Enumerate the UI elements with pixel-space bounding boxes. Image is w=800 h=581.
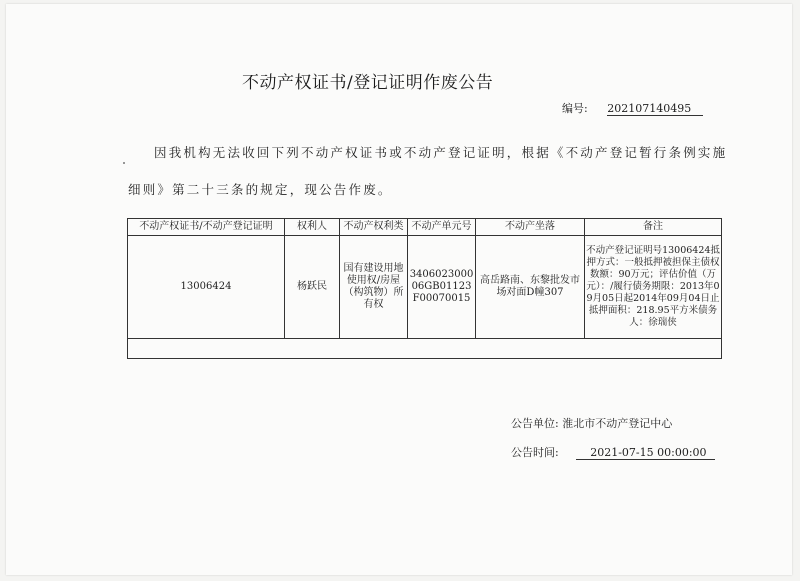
blank-cell <box>128 339 722 359</box>
cell-cert-no: 13006424 <box>128 236 285 339</box>
unit-value: 淮北市不动产登记中心 <box>562 417 673 430</box>
time-value: 2021-07-15 00:00:00 <box>576 446 714 460</box>
cell-note: 不动产登记证明号13006424抵押方式：一般抵押被担保主债权数额：90万元；评估价值（万元）：/履行债务期限：2013年09月05日起2014年09月04日止抵押面积：218.95平方米债务人：徐瑞侠 <box>585 236 722 339</box>
time-label: 公告时间: <box>511 446 559 459</box>
table-blank-row <box>128 339 722 359</box>
announcement-paragraph: 因我机构无法收回下列不动产权证书或不动产登记证明，根据《不动产登记暂行条例实施细则》第二十三条的规定，现公告作废。 <box>128 145 728 197</box>
number-value: 202107140495 <box>607 102 703 116</box>
cell-owner: 杨跃民 <box>285 236 340 339</box>
header-location: 不动产坐落 <box>476 219 585 236</box>
scan-speck <box>123 162 125 164</box>
cell-unit-no: 340602300006GB01123F00070015 <box>408 236 476 339</box>
cell-location: 高岳路南、东黎批发市场对面D幢307 <box>476 236 585 339</box>
footer-time <box>511 444 715 460</box>
footer-unit <box>511 415 672 431</box>
certificate-table <box>127 218 722 359</box>
header-owner: 权利人 <box>285 219 340 236</box>
document-number <box>562 100 703 116</box>
number-label: 编号: <box>562 102 588 115</box>
header-right-type: 不动产权利类 <box>340 219 408 236</box>
unit-label: 公告单位: <box>511 417 559 430</box>
cell-right-type: 国有建设用地使用权/房屋（构筑物）所有权 <box>340 236 408 339</box>
header-unit-no: 不动产单元号 <box>408 219 476 236</box>
header-cert: 不动产权证书/不动产登记证明 <box>128 219 285 236</box>
document-page <box>6 4 792 575</box>
table-row <box>128 236 722 339</box>
document-title: 不动产权证书/登记证明作废公告 <box>242 73 494 93</box>
header-note: 备注 <box>585 219 722 236</box>
table-header-row <box>128 219 722 236</box>
